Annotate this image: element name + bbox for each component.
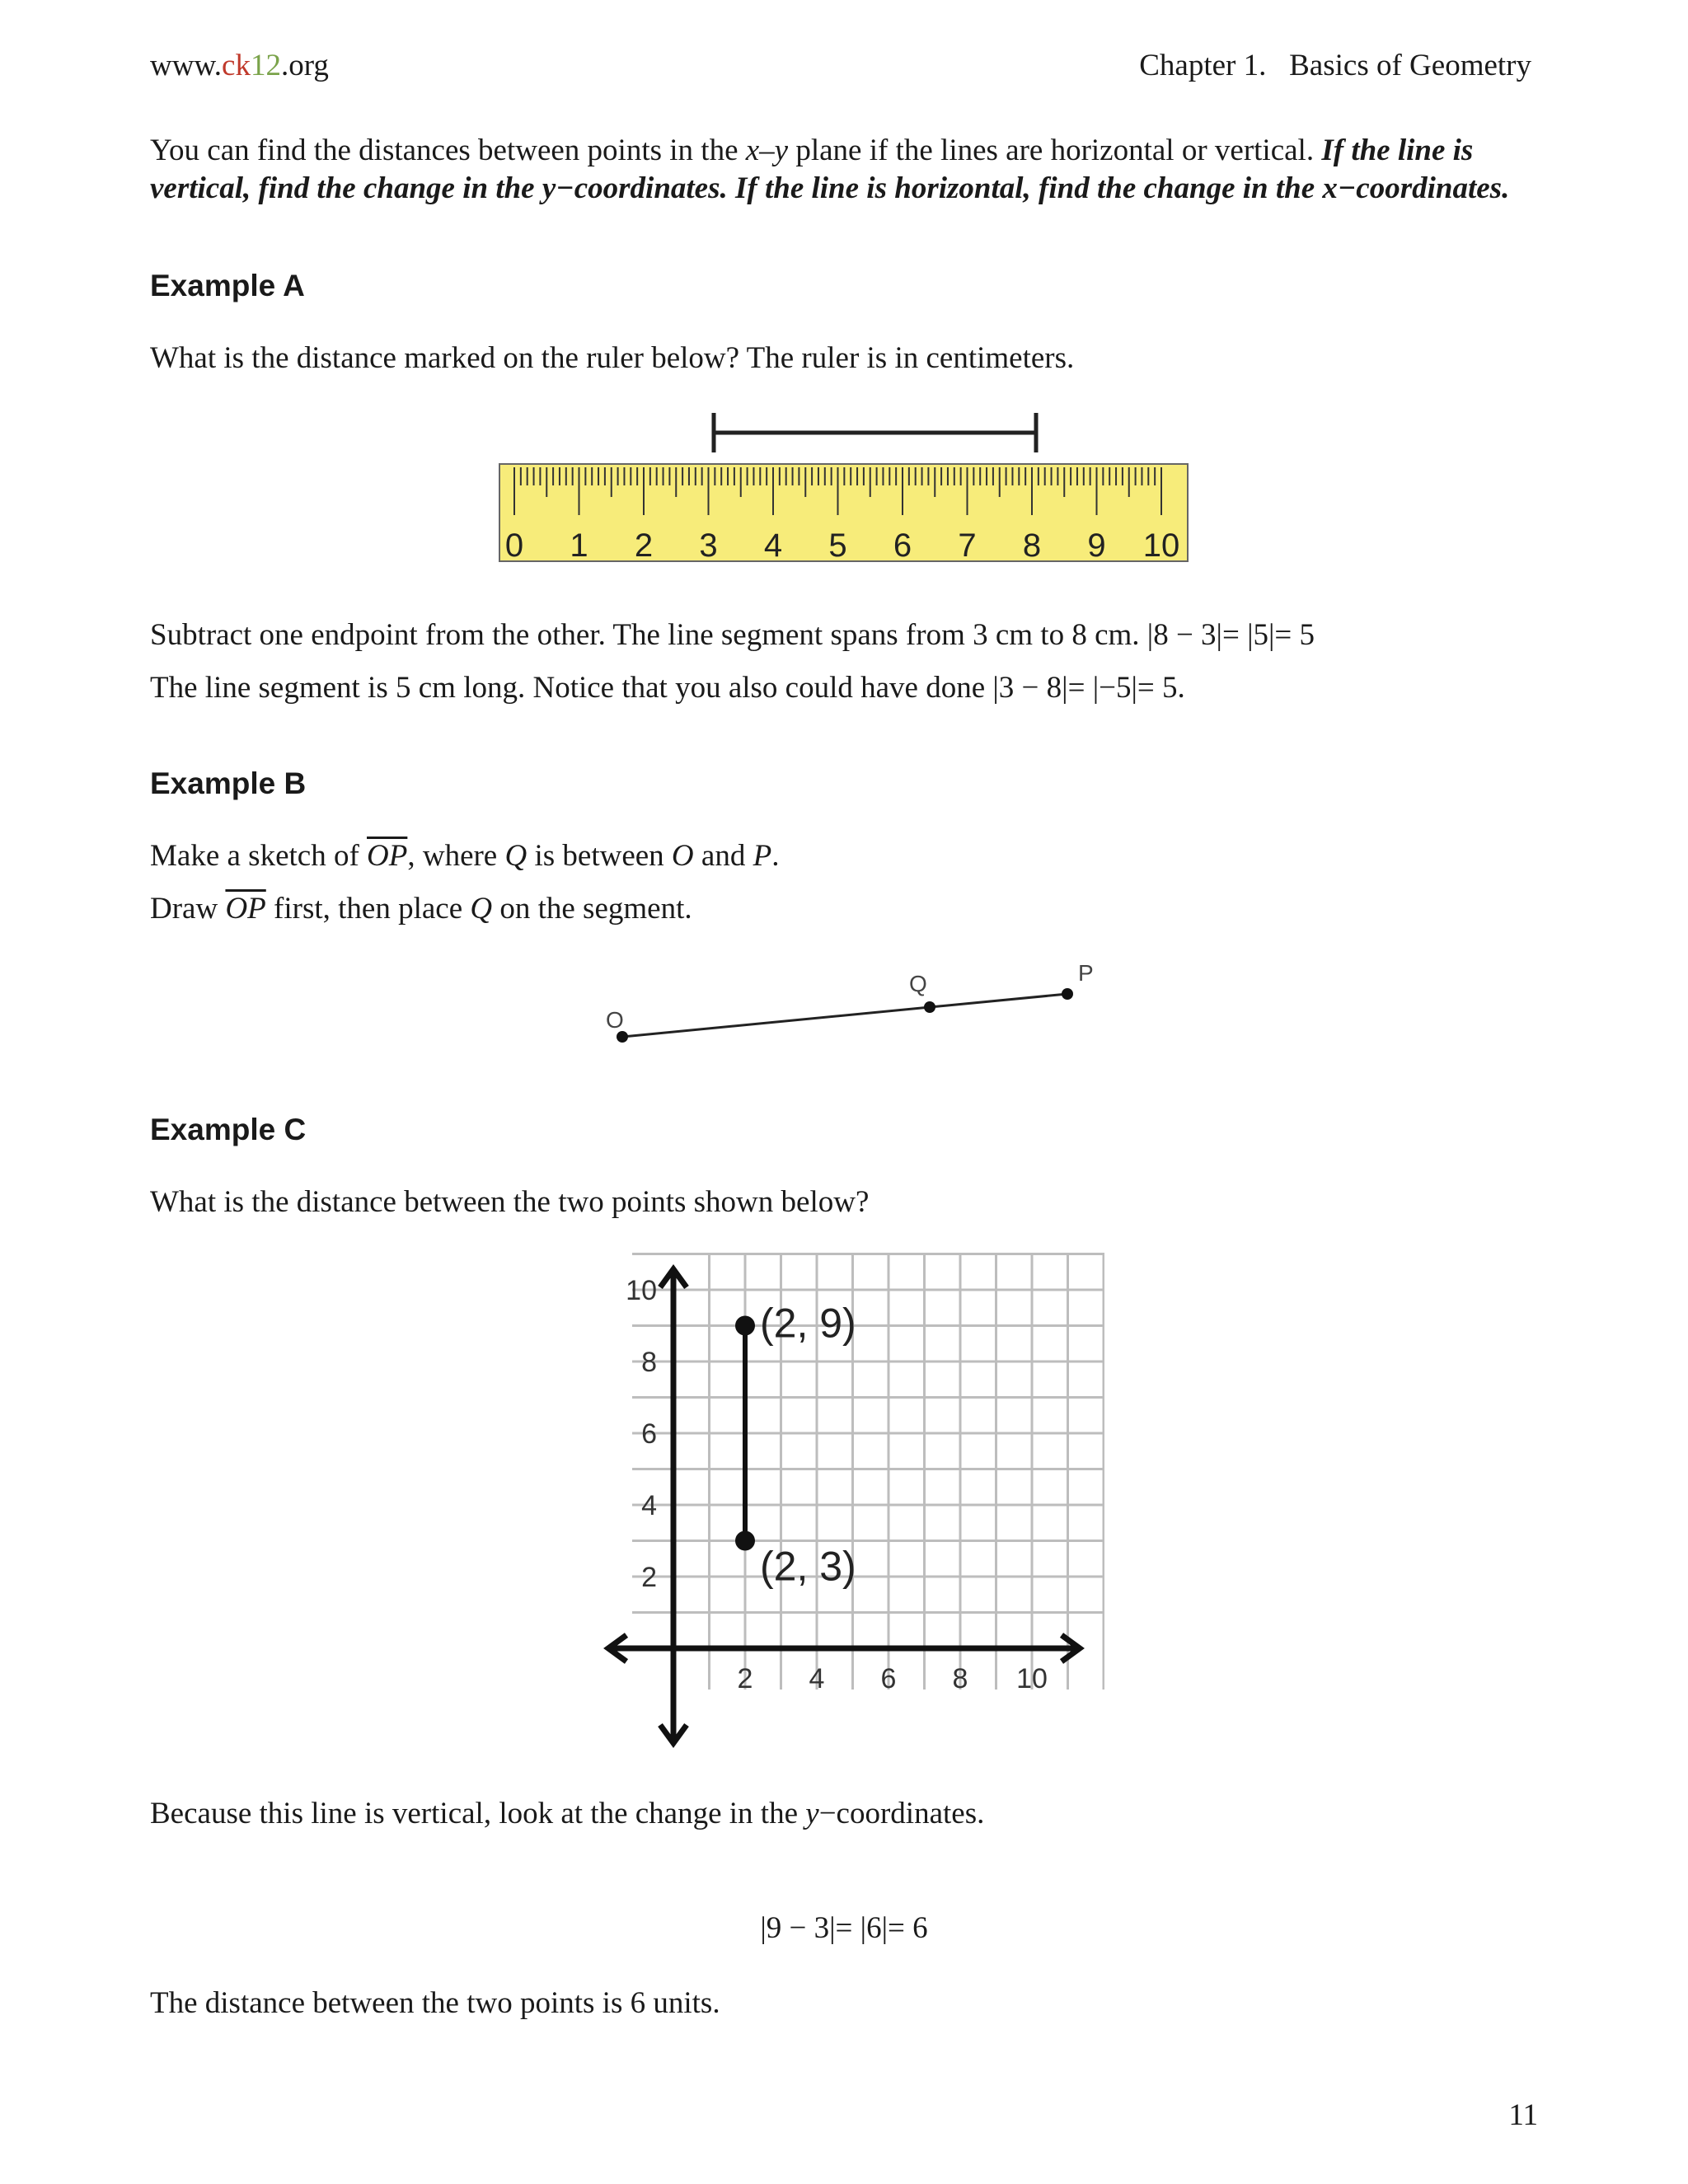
- x-tick-label: 2: [737, 1663, 753, 1694]
- point-label: (2, 9): [760, 1300, 856, 1347]
- x-tick-label: 6: [880, 1663, 897, 1694]
- example-c-conclusion: The distance between the two points is 6 units.: [150, 1986, 720, 2020]
- data-point: [735, 1531, 755, 1551]
- y-tick-label: 6: [641, 1418, 657, 1450]
- example-c-heading: Example C: [150, 1113, 307, 1146]
- segment-sketch: [577, 956, 1104, 1055]
- chapter-header: Chapter 1. Basics of Geometry: [1139, 49, 1531, 82]
- intro-paragraph: You can find the distances between points in the x–y plane if the lines are horizontal or vertical. If the line is vertical, find the change in the y−coordinates. If the line is horizontal, find the change in the x−coordinates.: [150, 134, 1510, 205]
- ruler-label: 10: [1142, 527, 1180, 564]
- example-b-heading: Example B: [150, 766, 307, 800]
- ruler-label: 6: [893, 527, 912, 564]
- example-c-line1: Because this line is vertical, look at the change in the y−coordinates.: [150, 1797, 985, 1830]
- ruler-label: 2: [634, 527, 654, 564]
- ruler-label: 4: [763, 527, 783, 564]
- measured-segment: [714, 413, 1036, 452]
- data-point: [735, 1316, 755, 1336]
- label-p: P: [1078, 960, 1094, 986]
- point-p: [1062, 988, 1073, 1000]
- ruler-label: 3: [699, 527, 718, 564]
- label-q: Q: [909, 971, 927, 996]
- coordinate-plane-chart: [593, 1253, 1104, 1755]
- x-tick-label: 4: [809, 1663, 825, 1694]
- ruler-label: 7: [958, 527, 977, 564]
- example-a-question: What is the distance marked on the ruler below? The ruler is in centimeters.: [150, 341, 1075, 375]
- ruler-label: 1: [570, 527, 588, 564]
- example-b-line2: Draw $\overline{OP}$ first, then place Q on the segment.: [150, 892, 692, 926]
- grid-lines: [632, 1253, 1104, 1690]
- x-tick-label: 10: [1016, 1663, 1048, 1694]
- y-tick-label: 10: [626, 1275, 657, 1306]
- page-number: 11: [1508, 2098, 1538, 2132]
- point-q: [924, 1001, 935, 1013]
- y-tick-label: 2: [641, 1562, 657, 1593]
- example-a-line1: Subtract one endpoint from the other. The line segment spans from 3 cm to 8 cm. |8 − 3|= |5|= 5: [150, 618, 1315, 652]
- x-tick-label: 8: [952, 1663, 968, 1694]
- ruler-label: 8: [1022, 527, 1042, 564]
- site-url[interactable]: www.ck12.org: [150, 49, 329, 82]
- point-o: [617, 1031, 628, 1043]
- y-tick-label: 4: [641, 1490, 657, 1521]
- example-a-heading: Example A: [150, 269, 305, 302]
- point-label: (2, 3): [760, 1543, 856, 1590]
- ruler-label: 9: [1087, 527, 1106, 564]
- example-c-equation: |9 − 3|= |6|= 6: [760, 1911, 928, 1945]
- ruler-label: 0: [504, 527, 524, 564]
- example-c-question: What is the distance between the two points shown below?: [150, 1185, 870, 1219]
- segment-op: [622, 994, 1067, 1037]
- ruler-figure: [495, 408, 1195, 569]
- label-o: O: [606, 1007, 624, 1033]
- y-tick-label: 8: [641, 1347, 657, 1378]
- example-b-line1: Make a sketch of $\overline{OP}$, where Q is between O and P.: [150, 839, 780, 873]
- ruler-label: 5: [828, 527, 847, 564]
- data-points: [735, 1301, 856, 1590]
- example-a-line2: The line segment is 5 cm long. Notice that you also could have done |3 − 8|= |−5|= 5.: [150, 671, 1185, 705]
